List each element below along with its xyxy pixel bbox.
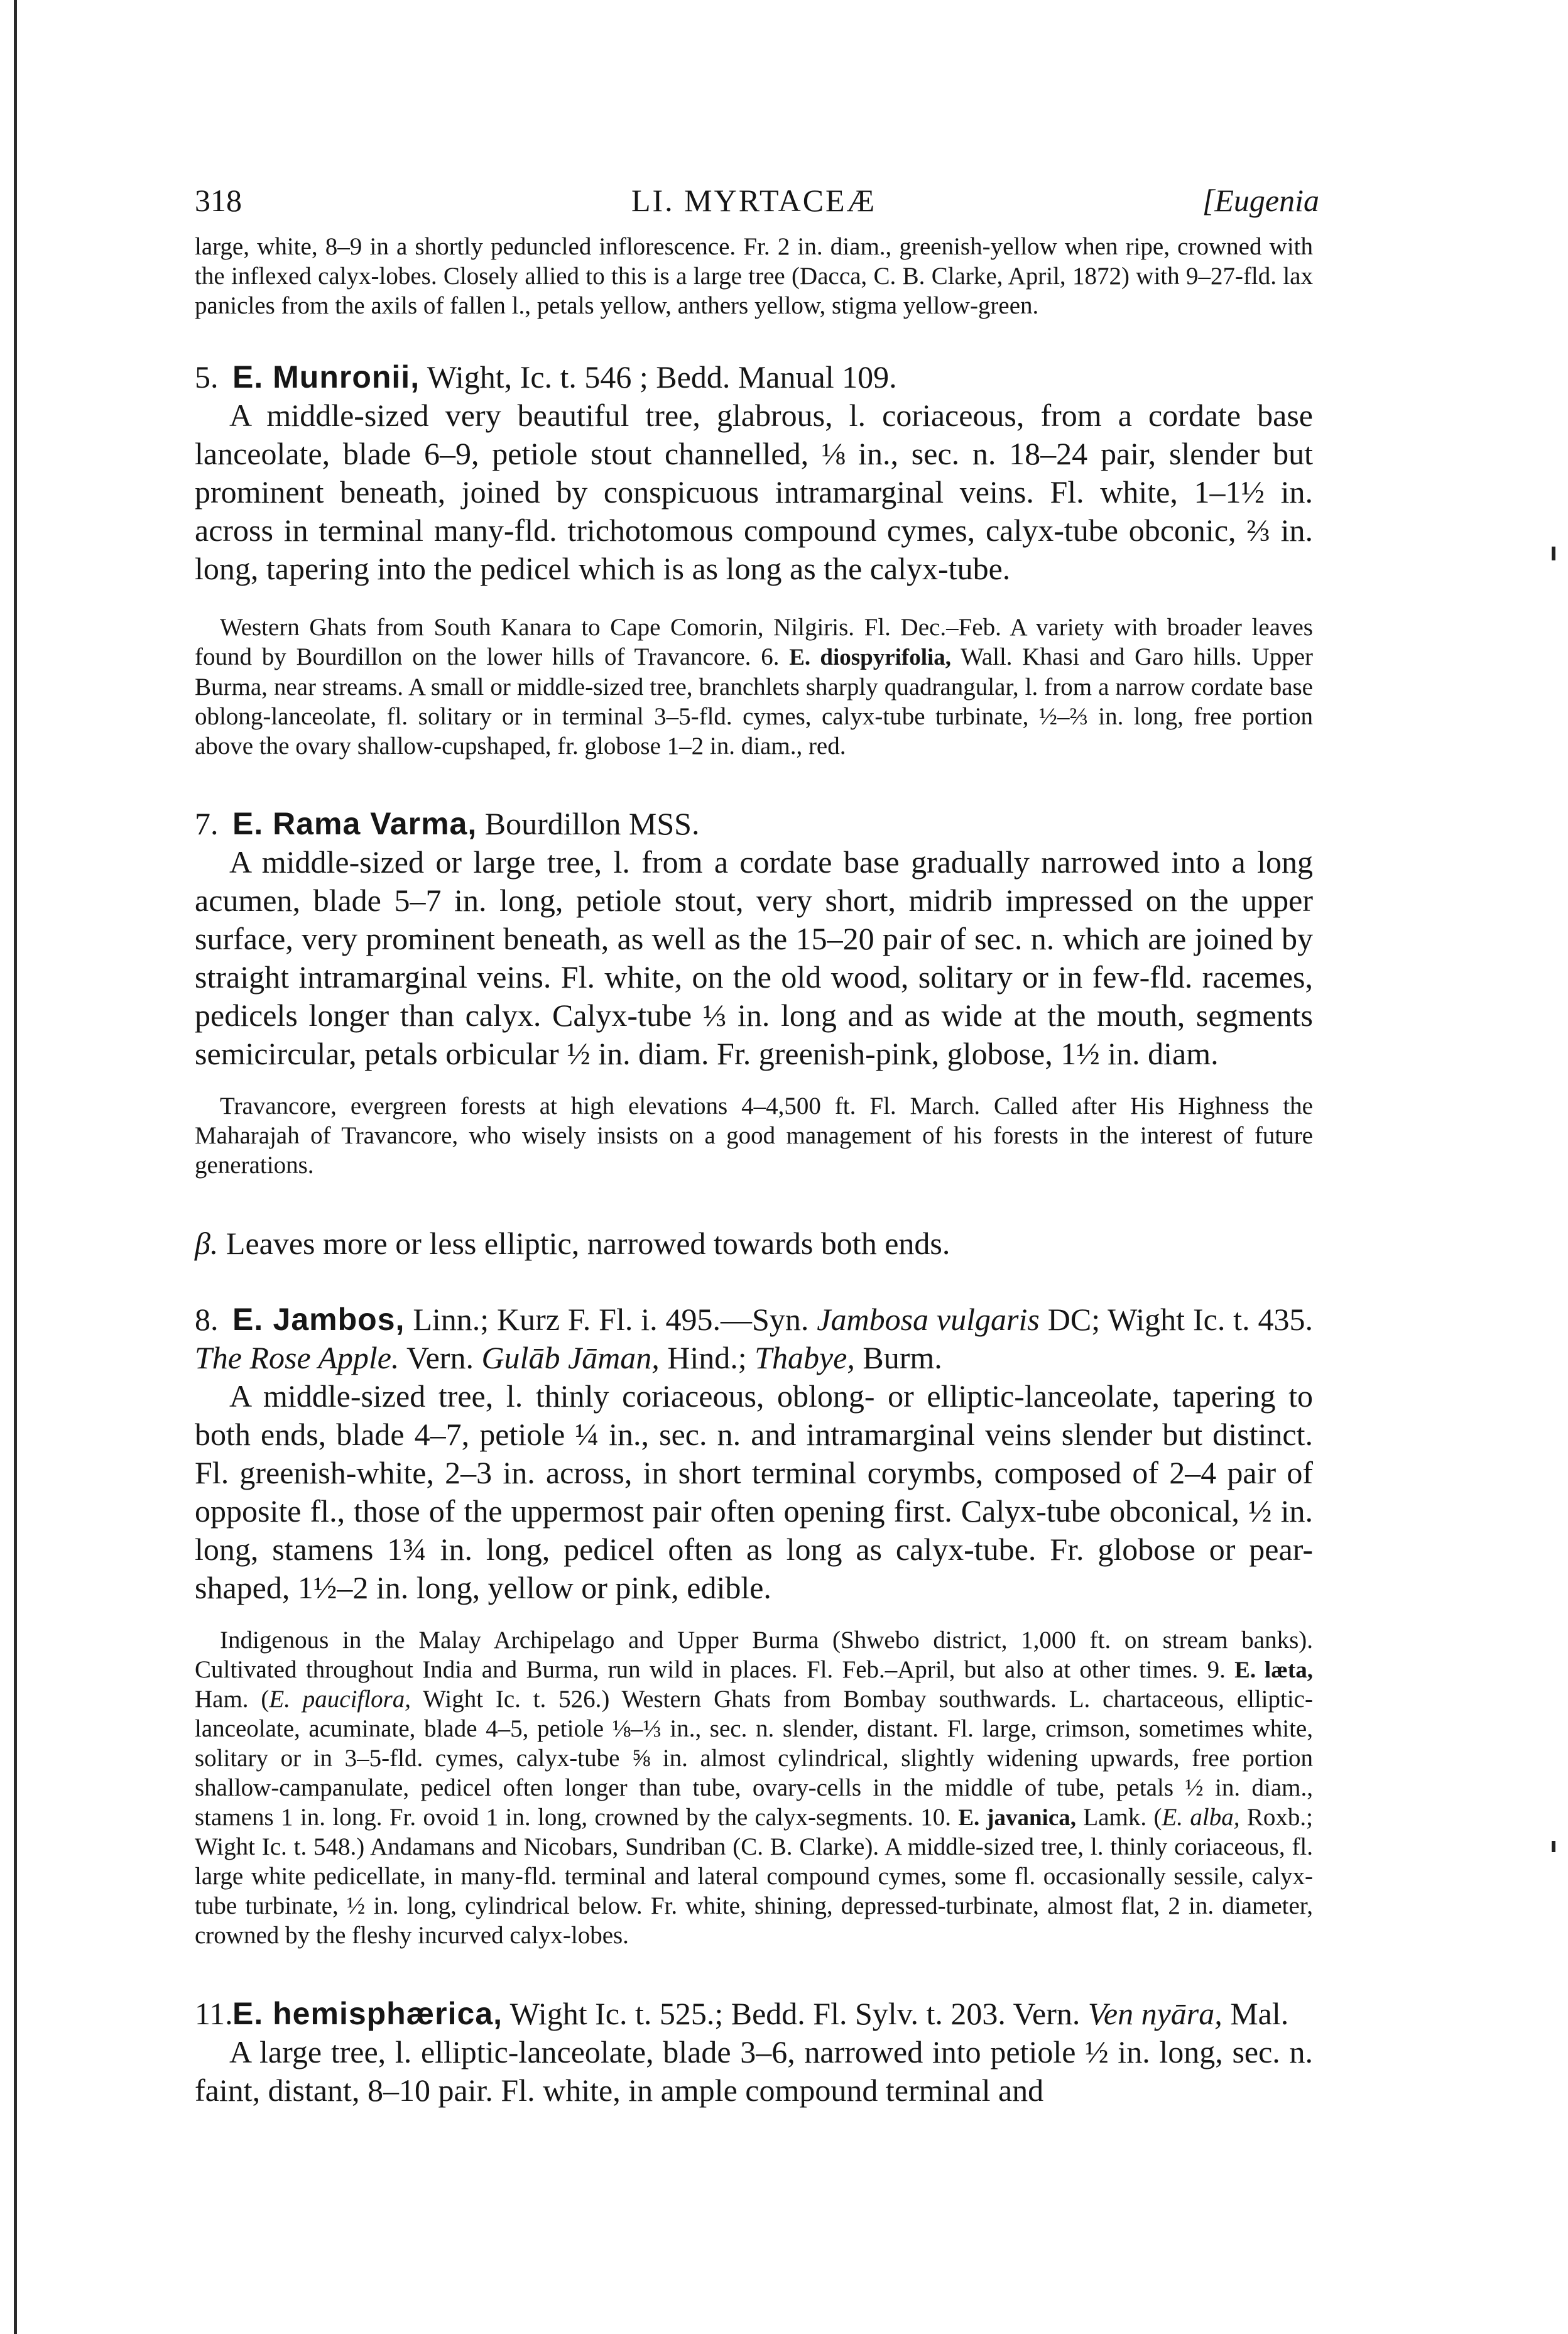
scan-edge-mark [1552,1841,1555,1852]
species-description-11 [195,2033,1313,2110]
description-text: A middle-sized tree, l. thinly coriaceous, oblong- or elliptic-lanceolate, tapering to both ends, blade 4–7, petiole ¼ in., sec. n. and intramarginal veins slender but distinct. Fl. greenish-white, 2–3 in. across, in short terminal corymbs, composed of 2–4 pair of opposite fl., those of the uppermost pair often opening first. Calyx-tube obconical, ½ in. long, stamens 1¾ in. long, pedicel often as long as calyx-tube. Fr. globose or pear-shaped, 1½–2 in. long, yellow or pink, edible. [195,1378,1313,1605]
species-number: 6. [761,643,780,671]
species-description-8 [195,1377,1313,1607]
species-name: E. hemisphærica, [232,1995,503,2031]
species-heading-11 [195,1995,1313,2033]
description-text: A middle-sized very beautiful tree, glabrous, l. coriaceous, from a cordate base lanceolate, blade 6–9, petiole stout channelled, ⅛ in., sec. n. 18–24 pair, slender but prominent beneath, joined by conspicuous intramarginal veins. Fl. white, 1–1½ in. across in terminal many-fld. trichotomous compound cymes, calyx-tube obconic, ⅔ in. long, tapering into the pedicel which is as long as the calyx-tube. [195,398,1313,587]
species-name: E. Munronii, [232,359,420,395]
species-description-7 [195,843,1313,1073]
continued-paragraph: large, white, 8–9 in a shortly peduncled inflorescence. Fr. 2 in. diam., greenish-yellow when ripe, crowned with the inflexed calyx-lobes. Closely allied to this is a large tree (Dacca, C. B. Clarke, April, 1872) with 9–27-fld. lax panicles from the axils of fallen l., petals yellow, anthers yellow, stigma yellow-green. [195,233,1313,319]
synonym: E. pauciflora, [269,1686,411,1713]
vernacular-label: Vern. [406,1339,474,1375]
species-name: E. Jambos, [232,1301,405,1337]
species-name: E. læta, [1234,1657,1313,1683]
page-number: 318 [195,183,242,218]
synonym: E. alba, [1162,1803,1240,1831]
vernacular-language: Hind.; [667,1339,747,1375]
group-symbol: β. [195,1225,219,1261]
group-heading [195,1224,1313,1263]
description-text: A middle-sized or large tree, l. from a cordate base gradually narrowed into a long acumen, blade 5–7 in. long, petiole stout, very short, midrib impressed on the upper surface, very prominent beneath, as well as the 15–20 pair of sec. n. which are joined by straight intramarginal veins. Fl. white, on the old wood, solitary or in few-fld. racemes, pedicels longer than calyx. Calyx-tube ⅓ in. long and as wide at the mouth, segments semicircular, petals orbicular ½ in. diam. Fr. greenish-pink, globose, 1½ in. diam. [195,844,1313,1072]
species-notes-7 [195,1092,1313,1180]
scan-margin-line [14,0,17,2334]
species-number: 10. [920,1803,951,1831]
species-reference: Linn.; Kurz F. Fl. i. 495.—Syn. [413,1301,809,1337]
species-heading-7 [195,805,1313,843]
species-description-5 [195,396,1313,588]
species-authority: Ham. ( [195,1686,270,1713]
species-reference: Bourdillon MSS. [484,806,700,842]
species-authority: Lamk. ( [1083,1803,1162,1831]
synonym: Jambosa vulgaris [817,1301,1040,1337]
species-number: 7. [195,806,219,842]
scan-edge-mark [1552,547,1555,560]
species-name: E. Rama Varma, [232,806,477,842]
distribution-text: Indigenous in the Malay Archipelago and Upper Burma (Shwebo district, 1,000 ft. on stream banks). Cultivated throughout India and Burma, run wild in places. Fl. Feb.–April, but also at other times. [195,1626,1313,1683]
species-number: 5. [195,359,219,395]
species-text: Wight Ic. t. 526.) Western Ghats from Bombay southwards. L. chartaceous, elliptic-lanceolate, acuminate, blade 4–5, petiole ⅛–⅓ in., sec. n. slender, distant. Fl. large, crimson, sometimes white, solitary or in 3–5-fld. cymes, calyx-tube ⅝ in. almost cylindrical, slightly widening upwards, free portion shallow-campanulate, pedicel often longer than tube, ovary-cells in the middle of tube, petals ½ in. diam., stamens 1 in. long. Fr. ovoid 1 in. long, crowned by the calyx-segments. [195,1686,1313,1831]
species-number: 8. [195,1301,219,1337]
vernacular-language: Burm. [863,1339,942,1375]
distribution-text: Western Ghats from South Kanara to Cape Comorin, Nilgiris. Fl. Dec.–Feb. A variety with broader leaves found by Bourdillon on the lower hills of Travancore. [195,614,1313,671]
vernacular-name: Thabye, [754,1339,855,1375]
genus-tag: [Eugenia [1202,183,1319,218]
species-name: E. diospyrifolia, [789,645,952,671]
species-number: 9. [1207,1655,1226,1683]
species-reference: Wight, Ic. t. 546 ; Bedd. Manual 109. [427,359,897,395]
species-text: Wall. Khasi and Garo hills. Upper Burma, near streams. A small or middle-sized tree, branchlets sharply quadrangular, l. from a narrow cordate base oblong-lanceolate, fl. solitary or in terminal 3–5-fld. cymes, calyx-tube turbinate, ½–⅔ in. long, free portion above the ovary shallow-cupshaped, fr. globose 1–2 in. diam., red. [195,643,1314,760]
species-text: Roxb.; Wight Ic. t. 548.) Andamans and Nicobars, Sundriban (C. B. Clarke). A middle-sized tree, l. thinly coriaceous, fl. large white pedicellate, in many-fld. terminal and lateral compound cymes, some fl. occasionally sessile, calyx-tube turbinate, ½ in. long, cylindrical below. Fr. white, shining, depressed-turbinate, almost flat, 2 in. diameter, crowned by the fleshy incurved calyx-lobes. [195,1803,1314,1949]
group-text: Leaves more or less elliptic, narrowed towards both ends. [226,1225,950,1261]
species-reference: Wight Ic. t. 525.; Bedd. Fl. Sylv. t. 203. [509,1995,1006,2031]
vernacular-language: Mal. [1230,1995,1289,2031]
species-reference: DC; Wight Ic. t. 435. [1047,1301,1314,1337]
species-notes-5 [195,613,1313,761]
species-name: E. javanica, [958,1804,1077,1831]
species-heading-5 [195,358,1313,396]
species-number: 11. [195,1995,233,2031]
common-name: The Rose Apple. [195,1339,400,1375]
description-text: A large tree, l. elliptic-lanceolate, blade 3–6, narrowed into petiole ½ in. long, sec. n. faint, distant, 8–10 pair. Fl. white, in ample compound terminal and [195,2034,1313,2108]
species-heading-8 [195,1301,1313,1377]
page-content [195,170,1319,2141]
running-head: LI. MYRTACEÆ [631,183,877,218]
species-notes-8 [195,1626,1313,1951]
page-header [195,170,1319,232]
vernacular-name: Gulāb Jāman, [481,1339,660,1375]
vernacular-label: Vern. [1013,1995,1081,2031]
distribution-text: Travancore, evergreen forests at high elevations 4–4,500 ft. Fl. March. Called after His Highness the Maharajah of Travancore, who wisely insists on a good management of his forests in the interest of future generations. [195,1093,1313,1179]
vernacular-name: Ven nyāra, [1087,1995,1222,2031]
